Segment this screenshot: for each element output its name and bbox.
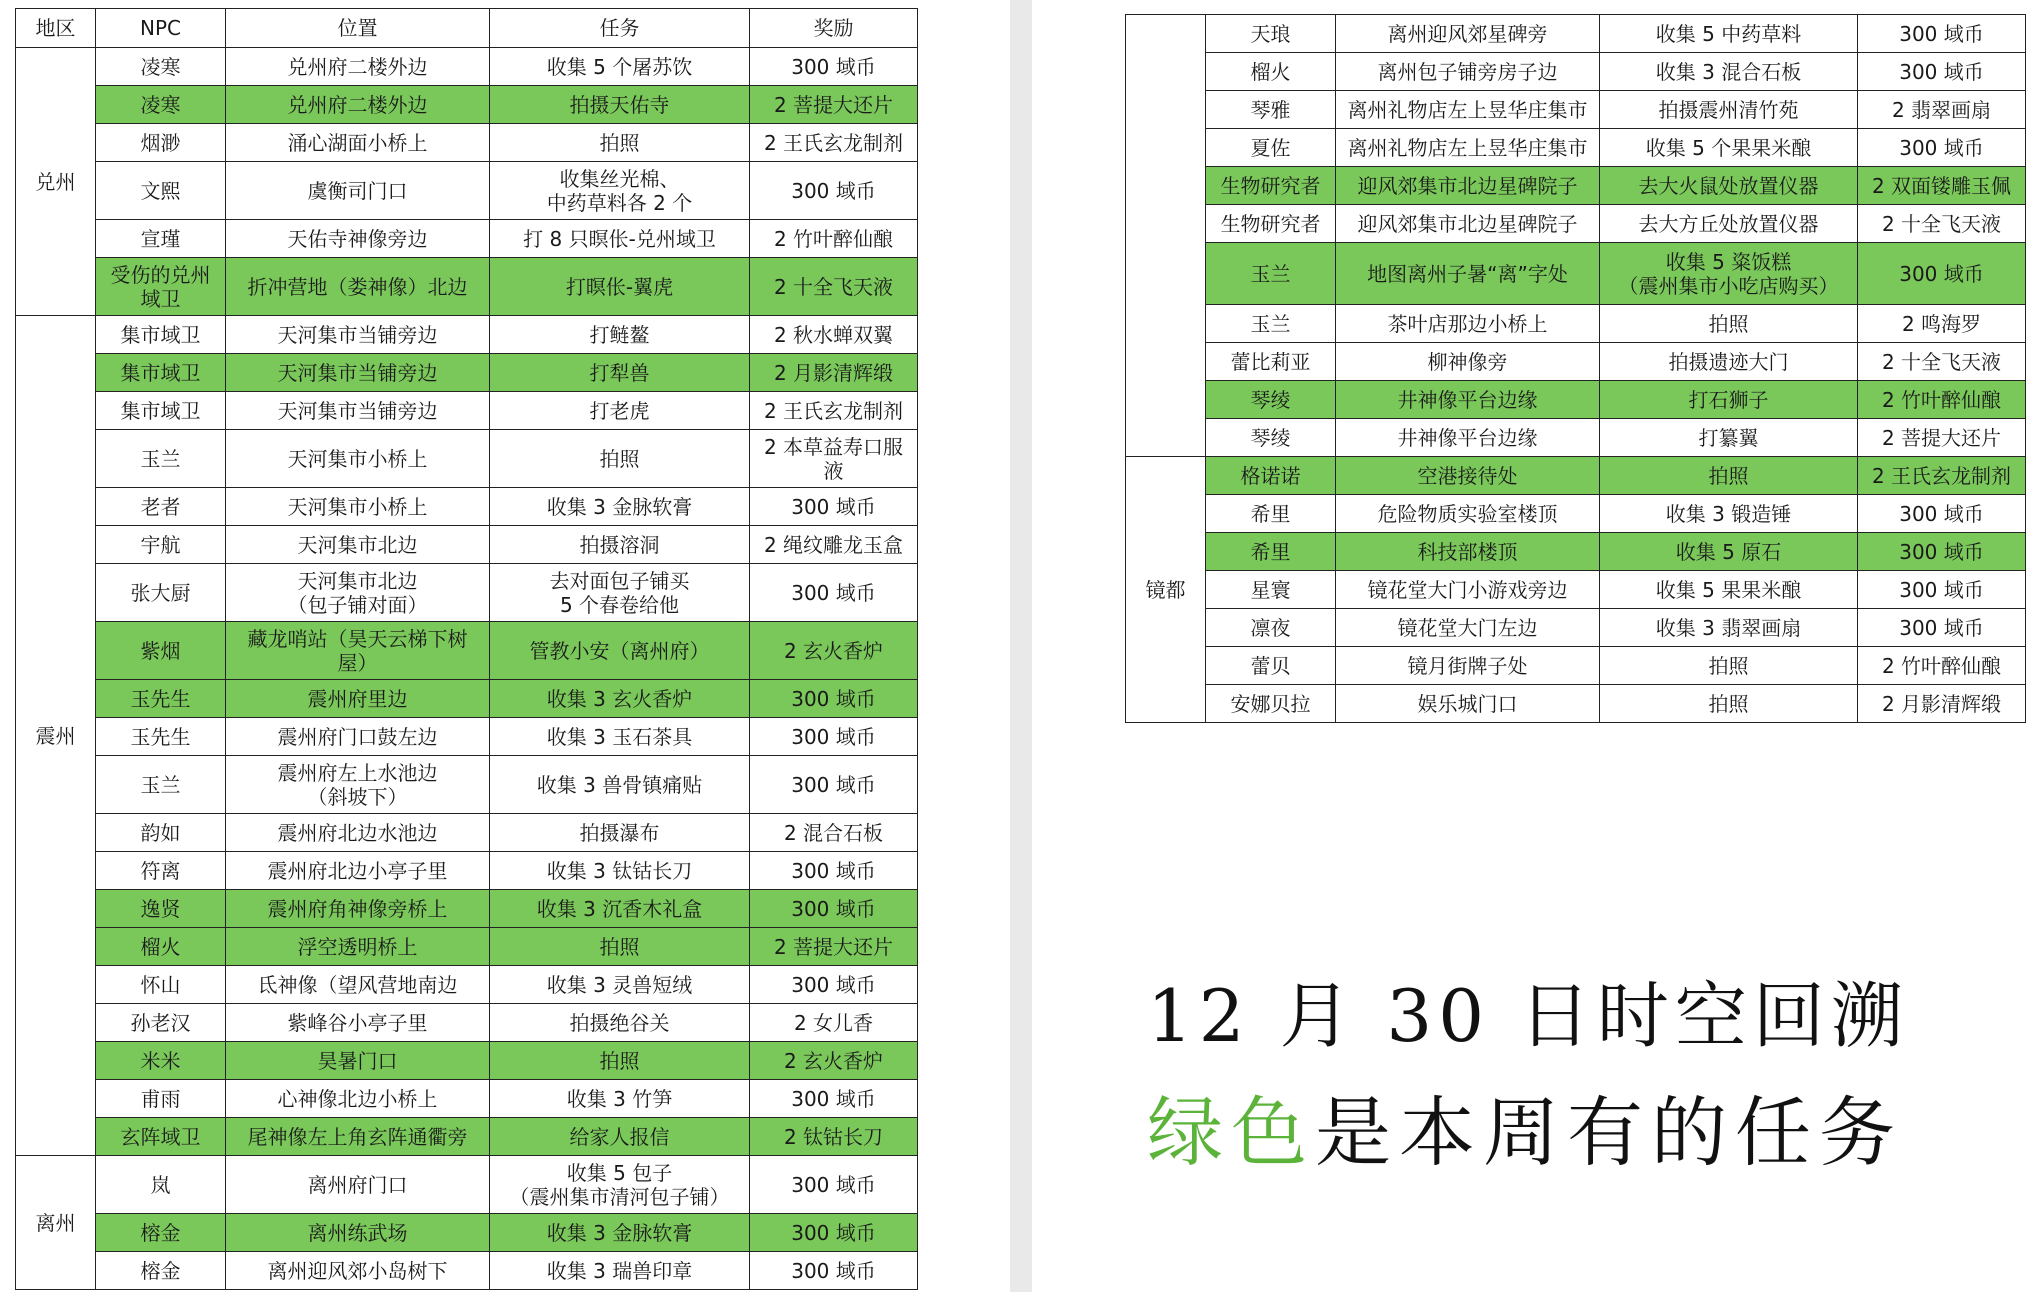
location-cell: 天佑寺神像旁边 (226, 220, 490, 258)
location-cell: 心神像北边小桥上 (226, 1080, 490, 1118)
npc-cell: 集市域卫 (96, 316, 226, 354)
reward-cell: 300 域币 (750, 488, 918, 526)
table-row (1126, 53, 2026, 91)
table-row (16, 1118, 918, 1156)
reward-cell: 300 域币 (1858, 571, 2026, 609)
location-cell: 天河集市小桥上 (226, 430, 490, 488)
task-cell: 打 8 只暝伥-兑州域卫 (490, 220, 750, 258)
task-cell: 收集 5 原石 (1600, 533, 1858, 571)
npc-cell: 逸贤 (96, 890, 226, 928)
table-row (16, 814, 918, 852)
table-row (16, 430, 918, 488)
npc-cell: 宣瑾 (96, 220, 226, 258)
table-row (16, 928, 918, 966)
task-cell: 打犁兽 (490, 354, 750, 392)
task-cell: 拍摄遗迹大门 (1600, 343, 1858, 381)
reward-cell: 2 十全飞天液 (1858, 205, 2026, 243)
task-cell: 收集 3 灵兽短绒 (490, 966, 750, 1004)
location-cell: 震州府北边小亭子里 (226, 852, 490, 890)
task-cell: 收集 3 锻造锤 (1600, 495, 1858, 533)
header-reward: 奖励 (750, 9, 918, 48)
quest-table-right (1125, 14, 2026, 723)
npc-cell: 生物研究者 (1206, 167, 1336, 205)
reward-cell: 2 十全飞天液 (750, 258, 918, 316)
npc-cell: 玉兰 (96, 756, 226, 814)
reward-cell: 2 混合石板 (750, 814, 918, 852)
location-cell: 兑州府二楼外边 (226, 48, 490, 86)
npc-cell: 集市域卫 (96, 392, 226, 430)
task-cell: 打老虎 (490, 392, 750, 430)
table-row (16, 258, 918, 316)
location-cell: 娱乐城门口 (1336, 685, 1600, 723)
location-cell: 井神像平台边缘 (1336, 381, 1600, 419)
table-row (1126, 167, 2026, 205)
task-cell: 收集 3 瑞兽印章 (490, 1252, 750, 1290)
reward-cell: 300 域币 (750, 162, 918, 220)
task-cell: 拍照 (490, 124, 750, 162)
reward-cell: 300 域币 (1858, 533, 2026, 571)
location-cell: 震州府门口鼓左边 (226, 718, 490, 756)
npc-cell: 榕金 (96, 1252, 226, 1290)
task-cell: 拍照 (490, 928, 750, 966)
location-cell: 离州府门口 (226, 1156, 490, 1214)
task-cell: 拍照 (1600, 305, 1858, 343)
reward-cell: 2 玄火香炉 (750, 1042, 918, 1080)
task-cell: 打石狮子 (1600, 381, 1858, 419)
npc-cell: 孙老汉 (96, 1004, 226, 1042)
reward-cell: 300 域币 (750, 680, 918, 718)
task-cell: 拍摄溶洞 (490, 526, 750, 564)
header-npc: NPC (96, 9, 226, 48)
table-row (16, 316, 918, 354)
location-cell: 离州迎风郊小岛树下 (226, 1252, 490, 1290)
task-cell: 收集 3 翡翠画扇 (1600, 609, 1858, 647)
reward-cell: 300 域币 (750, 718, 918, 756)
table-row (1126, 457, 2026, 495)
reward-cell: 300 域币 (750, 1252, 918, 1290)
npc-cell: 玉兰 (1206, 243, 1336, 305)
table-row (1126, 129, 2026, 167)
table-row (16, 1042, 918, 1080)
task-cell: 收集 3 玄火香炉 (490, 680, 750, 718)
task-cell: 去对面包子铺买 5 个春卷给他 (490, 564, 750, 622)
reward-cell: 300 域币 (750, 564, 918, 622)
npc-cell: 符离 (96, 852, 226, 890)
task-cell: 收集 3 沉香木礼盒 (490, 890, 750, 928)
npc-cell: 希里 (1206, 495, 1336, 533)
task-cell: 拍摄震州清竹苑 (1600, 91, 1858, 129)
task-cell: 收集 3 钛钴长刀 (490, 852, 750, 890)
reward-cell: 2 本草益寿口服 液 (750, 430, 918, 488)
npc-cell: 米米 (96, 1042, 226, 1080)
table-row (16, 162, 918, 220)
table-row (16, 1004, 918, 1042)
location-cell: 离州练武场 (226, 1214, 490, 1252)
legend-text: 是本周有的任务 (1315, 1088, 1903, 1177)
table-row (1126, 205, 2026, 243)
npc-cell: 玄阵域卫 (96, 1118, 226, 1156)
header-location: 位置 (226, 9, 490, 48)
reward-cell: 300 域币 (750, 852, 918, 890)
reward-cell: 2 翡翠画扇 (1858, 91, 2026, 129)
quest-table-body (1126, 15, 2026, 723)
table-row (16, 890, 918, 928)
task-cell: 收集 3 竹笋 (490, 1080, 750, 1118)
task-cell: 给家人报信 (490, 1118, 750, 1156)
location-cell: 茶叶店那边小桥上 (1336, 305, 1600, 343)
location-cell: 震州府角神像旁桥上 (226, 890, 490, 928)
quest-table-body (16, 48, 918, 1290)
document-page-left (0, 0, 1010, 1292)
table-row (1126, 571, 2026, 609)
reward-cell: 2 女儿香 (750, 1004, 918, 1042)
header-region: 地区 (16, 9, 96, 48)
reward-cell: 2 竹叶醉仙酿 (1858, 647, 2026, 685)
task-cell: 收集 5 中药草料 (1600, 15, 1858, 53)
location-cell: 天河集市当铺旁边 (226, 316, 490, 354)
location-cell: 镜月街牌子处 (1336, 647, 1600, 685)
npc-cell: 琴雅 (1206, 91, 1336, 129)
npc-cell: 集市域卫 (96, 354, 226, 392)
table-row (1126, 609, 2026, 647)
task-cell: 收集 5 粢饭糕 （震州集市小吃店购买） (1600, 243, 1858, 305)
location-cell: 离州礼物店左上昱华庄集市 (1336, 129, 1600, 167)
npc-cell: 怀山 (96, 966, 226, 1004)
task-cell: 拍摄瀑布 (490, 814, 750, 852)
task-cell: 拍摄天佑寺 (490, 86, 750, 124)
region-cell: 离州 (16, 1156, 96, 1290)
task-cell: 拍照 (490, 1042, 750, 1080)
quest-table-left (15, 8, 918, 1290)
npc-cell: 受伤的兑州 域卫 (96, 258, 226, 316)
location-cell: 震州府北边水池边 (226, 814, 490, 852)
reward-cell: 300 域币 (1858, 495, 2026, 533)
table-row (16, 48, 918, 86)
reward-cell: 300 域币 (750, 1080, 918, 1118)
table-row (16, 1252, 918, 1290)
table-row (1126, 419, 2026, 457)
task-cell: 去大火鼠处放置仪器 (1600, 167, 1858, 205)
npc-cell: 榴火 (96, 928, 226, 966)
table-row (16, 622, 918, 680)
reward-cell: 2 玄火香炉 (750, 622, 918, 680)
npc-cell: 韵如 (96, 814, 226, 852)
location-cell: 浮空透明桥上 (226, 928, 490, 966)
location-cell: 震州府里边 (226, 680, 490, 718)
task-cell: 收集 3 混合石板 (1600, 53, 1858, 91)
task-cell: 拍照 (1600, 457, 1858, 495)
location-cell: 迎风郊集市北边星碑院子 (1336, 205, 1600, 243)
task-cell: 管教小安（离州府） (490, 622, 750, 680)
location-cell: 危险物质实验室楼顶 (1336, 495, 1600, 533)
task-cell: 打纂翼 (1600, 419, 1858, 457)
reward-cell: 2 菩提大还片 (750, 928, 918, 966)
task-cell: 打暝伥-翼虎 (490, 258, 750, 316)
npc-cell: 天琅 (1206, 15, 1336, 53)
npc-cell: 宇航 (96, 526, 226, 564)
npc-cell: 甫雨 (96, 1080, 226, 1118)
npc-cell: 凌寒 (96, 48, 226, 86)
reward-cell: 300 域币 (750, 966, 918, 1004)
location-cell: 天河集市北边 (226, 526, 490, 564)
table-row (1126, 533, 2026, 571)
location-cell: 涌心湖面小桥上 (226, 124, 490, 162)
npc-cell: 蕾比莉亚 (1206, 343, 1336, 381)
table-row (16, 756, 918, 814)
table-row (16, 354, 918, 392)
task-cell: 拍照 (1600, 685, 1858, 723)
location-cell: 井神像平台边缘 (1336, 419, 1600, 457)
note-title: 12 月 30 日时空回溯 (1147, 974, 1909, 1058)
region-cell: 震州 (16, 316, 96, 1156)
location-cell: 天河集市小桥上 (226, 488, 490, 526)
reward-cell: 2 月影清辉缎 (750, 354, 918, 392)
location-cell: 空港接待处 (1336, 457, 1600, 495)
task-cell: 收集 3 玉石茶具 (490, 718, 750, 756)
reward-cell: 300 域币 (750, 890, 918, 928)
npc-cell: 老者 (96, 488, 226, 526)
npc-cell: 榕金 (96, 1214, 226, 1252)
reward-cell: 2 竹叶醉仙酿 (1858, 381, 2026, 419)
location-cell: 迎风郊集市北边星碑院子 (1336, 167, 1600, 205)
table-row (1126, 243, 2026, 305)
reward-cell: 300 域币 (1858, 53, 2026, 91)
npc-cell: 格诺诺 (1206, 457, 1336, 495)
location-cell: 兑州府二楼外边 (226, 86, 490, 124)
npc-cell: 琴绫 (1206, 381, 1336, 419)
npc-cell: 张大厨 (96, 564, 226, 622)
reward-cell: 2 王氏玄龙制剂 (1858, 457, 2026, 495)
task-cell: 拍照 (1600, 647, 1858, 685)
npc-cell: 凌寒 (96, 86, 226, 124)
reward-cell: 2 十全飞天液 (1858, 343, 2026, 381)
table-row (16, 220, 918, 258)
table-row (1126, 91, 2026, 129)
table-row (16, 392, 918, 430)
npc-cell: 安娜贝拉 (1206, 685, 1336, 723)
task-cell: 去大方丘处放置仪器 (1600, 205, 1858, 243)
table-header-row (16, 9, 918, 48)
npc-cell: 紫烟 (96, 622, 226, 680)
npc-cell: 文熙 (96, 162, 226, 220)
npc-cell: 希里 (1206, 533, 1336, 571)
region-cell: 镜都 (1126, 457, 1206, 723)
location-cell: 离州礼物店左上昱华庄集市 (1336, 91, 1600, 129)
table-row (1126, 685, 2026, 723)
table-row (16, 488, 918, 526)
location-cell: 震州府左上水池边 （斜坡下） (226, 756, 490, 814)
reward-cell: 2 竹叶醉仙酿 (750, 220, 918, 258)
npc-cell: 玉兰 (96, 430, 226, 488)
reward-cell: 300 域币 (1858, 129, 2026, 167)
reward-cell: 2 双面镂雕玉佩 (1858, 167, 2026, 205)
reward-cell: 2 鸣海罗 (1858, 305, 2026, 343)
region-cell: 兑州 (16, 48, 96, 316)
table-row (1126, 647, 2026, 685)
reward-cell: 2 菩提大还片 (750, 86, 918, 124)
note-legend (1147, 1072, 1903, 1181)
reward-cell: 300 域币 (750, 1214, 918, 1252)
npc-cell: 琴绫 (1206, 419, 1336, 457)
reward-cell: 2 秋水蝉双翼 (750, 316, 918, 354)
location-cell: 折冲营地（娄神像）北边 (226, 258, 490, 316)
task-cell: 收集 3 金脉软膏 (490, 1214, 750, 1252)
location-cell: 离州包子铺旁房子边 (1336, 53, 1600, 91)
reward-cell: 2 钛钴长刀 (750, 1118, 918, 1156)
legend-green-word: 绿色 (1147, 1088, 1315, 1177)
task-cell: 收集 5 包子 （震州集市清河包子铺） (490, 1156, 750, 1214)
table-row (16, 1156, 918, 1214)
reward-cell: 300 域币 (1858, 15, 2026, 53)
reward-cell: 300 域币 (750, 1156, 918, 1214)
npc-cell: 夏佐 (1206, 129, 1336, 167)
reward-cell: 300 域币 (1858, 609, 2026, 647)
location-cell: 天河集市当铺旁边 (226, 354, 490, 392)
table-row (16, 718, 918, 756)
npc-cell: 玉兰 (1206, 305, 1336, 343)
location-cell: 紫峰谷小亭子里 (226, 1004, 490, 1042)
table-row (16, 564, 918, 622)
location-cell: 镜花堂大门左边 (1336, 609, 1600, 647)
location-cell: 天河集市北边 （包子铺对面） (226, 564, 490, 622)
table-row (16, 1080, 918, 1118)
location-cell: 氐神像（望风营地南边 (226, 966, 490, 1004)
task-cell: 收集 5 个屠苏饮 (490, 48, 750, 86)
task-cell: 收集 3 金脉软膏 (490, 488, 750, 526)
table-row (16, 966, 918, 1004)
page-gutter (1010, 0, 1032, 1292)
table-row (16, 680, 918, 718)
npc-cell: 玉先生 (96, 680, 226, 718)
location-cell: 尾神像左上角玄阵通衢旁 (226, 1118, 490, 1156)
table-row (16, 86, 918, 124)
npc-cell: 烟渺 (96, 124, 226, 162)
reward-cell: 300 域币 (1858, 243, 2026, 305)
location-cell: 镜花堂大门小游戏旁边 (1336, 571, 1600, 609)
task-cell: 拍照 (490, 430, 750, 488)
reward-cell: 300 域币 (750, 756, 918, 814)
task-cell: 打鲢鳌 (490, 316, 750, 354)
table-row (16, 1214, 918, 1252)
location-cell: 昊暑门口 (226, 1042, 490, 1080)
location-cell: 天河集市当铺旁边 (226, 392, 490, 430)
reward-cell: 2 王氏玄龙制剂 (750, 124, 918, 162)
table-row (16, 526, 918, 564)
task-cell: 收集丝光棉、 中药草料各 2 个 (490, 162, 750, 220)
task-cell: 收集 3 兽骨镇痛贴 (490, 756, 750, 814)
task-cell: 拍摄绝谷关 (490, 1004, 750, 1042)
npc-cell: 玉先生 (96, 718, 226, 756)
table-row (1126, 15, 2026, 53)
reward-cell: 2 月影清辉缎 (1858, 685, 2026, 723)
reward-cell: 2 王氏玄龙制剂 (750, 392, 918, 430)
reward-cell: 2 绳纹雕龙玉盒 (750, 526, 918, 564)
npc-cell: 榴火 (1206, 53, 1336, 91)
table-row (1126, 305, 2026, 343)
location-cell: 离州迎风郊星碑旁 (1336, 15, 1600, 53)
task-cell: 收集 5 果果米酿 (1600, 571, 1858, 609)
npc-cell: 星寰 (1206, 571, 1336, 609)
task-cell: 收集 5 个果果米酿 (1600, 129, 1858, 167)
npc-cell: 蕾贝 (1206, 647, 1336, 685)
reward-cell: 2 菩提大还片 (1858, 419, 2026, 457)
npc-cell: 凛夜 (1206, 609, 1336, 647)
npc-cell: 岚 (96, 1156, 226, 1214)
region-cell (1126, 15, 1206, 457)
header-task: 任务 (490, 9, 750, 48)
location-cell: 柳神像旁 (1336, 343, 1600, 381)
location-cell: 科技部楼顶 (1336, 533, 1600, 571)
npc-cell: 生物研究者 (1206, 205, 1336, 243)
document-page-right (1032, 0, 2030, 1292)
reward-cell: 300 域币 (750, 48, 918, 86)
location-cell: 藏龙哨站（昊天云梯下树 屋） (226, 622, 490, 680)
location-cell: 虞衡司门口 (226, 162, 490, 220)
table-row (1126, 381, 2026, 419)
table-row (16, 124, 918, 162)
table-row (16, 852, 918, 890)
table-row (1126, 343, 2026, 381)
location-cell: 地图离州子暑“离”字处 (1336, 243, 1600, 305)
table-row (1126, 495, 2026, 533)
